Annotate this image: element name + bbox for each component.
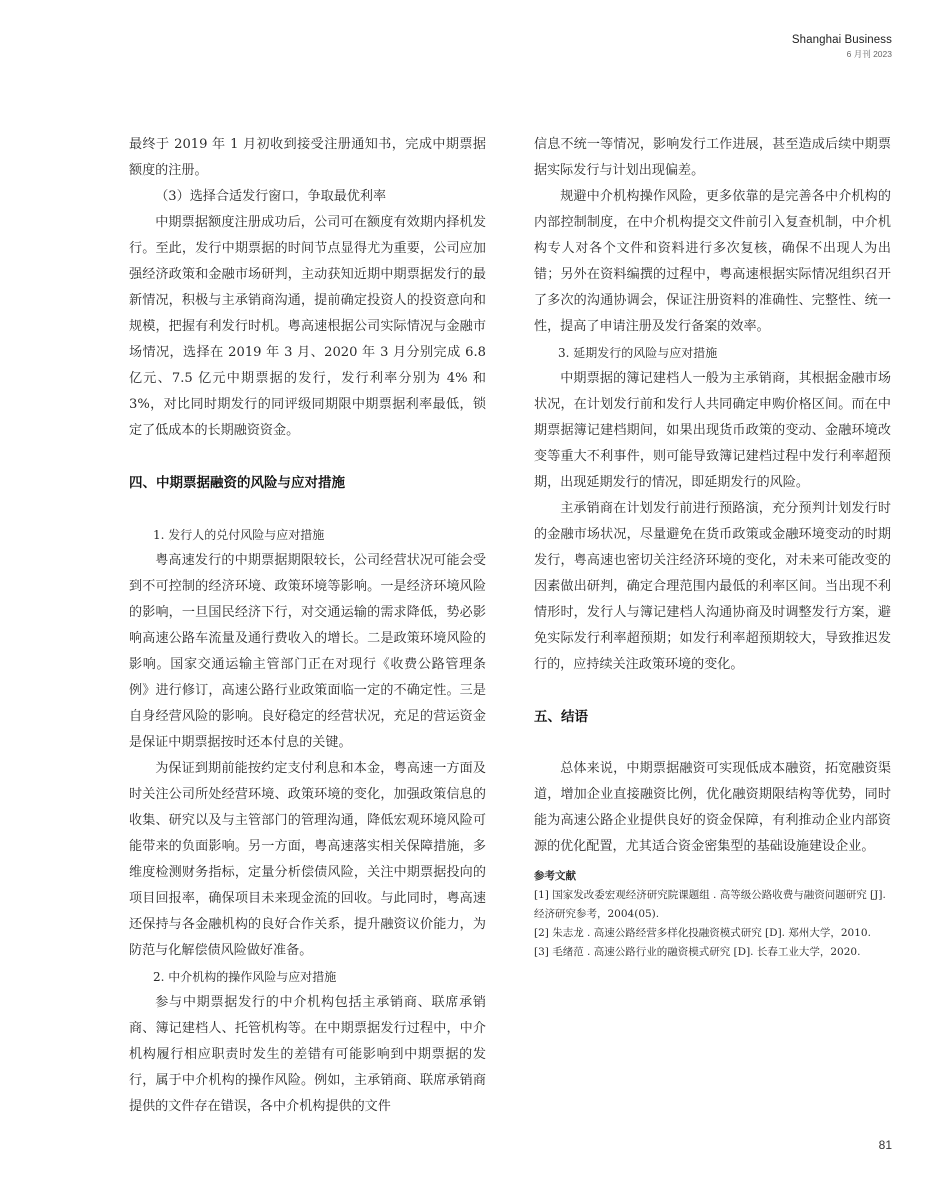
- page-header: [792, 34, 892, 60]
- subheading: 3. 延期发行的风险与应对措施: [558, 346, 718, 360]
- paragraph: 中期票据额度注册成功后，公司可在额度有效期内择机发行。至此，发行中期票据的时间节点显得尤为重要，公司应加强经济政策和金融市场研判，主动获知近期中期票据发行的最新情况，积极与主承销商沟通，提前确定投资人的投资意向和规模，把握有利发行时机。粤高速根据公司实际情况与金融市场情况，选择在 2019 年 3 月、2020 年 3 月分别完成 6.8 亿元、7.5 亿元中期票据的发行，发行利率分别为 4% 和 3%，对比同时期发行的同评级同期限中期票据利率最低，锁定了低成本的长期融资资金。: [129, 215, 486, 438]
- left-column: [129, 132, 486, 1120]
- journal-issue: 6 月刊 2023: [846, 49, 892, 59]
- reference-item: [1] 国家发改委宏观经济研究院课题组 . 高等级公路收费与融资问题研究 [J]. 经济研究参考，2004(05).: [534, 889, 886, 920]
- paragraph: 最终于 2019 年 1 月初收到接受注册通知书，完成中期票据额度的注册。: [129, 137, 486, 178]
- paragraph: 总体来说，中期票据融资可实现低成本融资，拓宽融资渠道，增加企业直接融资比例，优化融资期限结构等优势，同时能为高速公路企业提供良好的资金保障，有利推动企业内部资源的优化配置，尤其适合资金密集型的基础设施建设企业。: [534, 761, 891, 854]
- page-number: 81: [878, 1138, 892, 1152]
- section-heading: 四、中期票据融资的风险与应对措施: [129, 475, 345, 491]
- reference-item: [2] 朱志龙 . 高速公路经营多样化投融资模式研究 [D]. 郑州大学，2010.: [534, 927, 871, 939]
- subheading: （3）选择合适发行窗口，争取最优利率: [155, 189, 387, 204]
- paragraph: 主承销商在计划发行前进行预路演，充分预判计划发行时的金融市场状况，尽量避免在货币政策或金融环境变动的时期发行，粤高速也密切关注经济环境的变化，对未来可能改变的因素做出研判，确定合理范围内最低的利率区间。当出现不利情形时，发行人与簿记建档人沟通协商及时调整发行方案，避免实际发行利率超预期；如发行利率超预期较大，导致推迟发行的，应持续关注政策环境的变化。: [534, 501, 891, 672]
- references-title: 参考文献: [534, 870, 576, 882]
- section-heading: 五、结语: [534, 709, 588, 725]
- paragraph: 中期票据的簿记建档人一般为主承销商，其根据金融市场状况，在计划发行前和发行人共同确定申购价格区间。而在中期票据簿记建档期间，如果出现货币政策的变动、金融环境改变等重大不利事件，则可能导致簿记建档过程中发行利率超预期，出现延期发行的情况，即延期发行的风险。: [534, 371, 891, 490]
- paragraph: 信息不统一等情况，影响发行工作进展，甚至造成后续中期票据实际发行与计划出现偏差。: [534, 137, 891, 178]
- subheading: 1. 发行人的兑付风险与应对措施: [153, 528, 325, 542]
- subheading: 2. 中介机构的操作风险与应对措施: [153, 970, 337, 984]
- paragraph: 参与中期票据发行的中介机构包括主承销商、联席承销商、簿记建档人、托管机构等。在中期票据发行过程中，中介机构履行相应职责时发生的差错有可能影响到中期票据的发行，属于中介机构的操作风险。例如，主承销商、联席承销商提供的文件存在错误，各中介机构提供的文件: [129, 995, 486, 1114]
- journal-name: Shanghai Business: [791, 34, 892, 46]
- reference-item: [3] 毛绪范 . 高速公路行业的融资模式研究 [D]. 长春工业大学，2020.: [534, 946, 861, 958]
- right-column: [534, 132, 891, 962]
- paragraph: 粤高速发行的中期票据期限较长，公司经营状况可能会受到不可控制的经济环境、政策环境等影响。一是经济环境风险的影响，一旦国民经济下行，对交通运输的需求降低，势必影响高速公路车流量及通行费收入的增长。二是政策环境风险的影响。国家交通运输主管部门正在对现行《收费公路管理条例》进行修订，高速公路行业政策面临一定的不确定性。三是自身经营风险的影响。良好稳定的经营状况，充足的营运资金是保证中期票据按时还本付息的关键。: [129, 553, 486, 750]
- paragraph: 规避中介机构操作风险，更多依靠的是完善各中介机构的内部控制制度，在中介机构提交文件前引入复查机制，中介机构专人对各个文件和资料进行多次复核，确保不出现人为出错；另外在资料编撰的过程中，粤高速根据实际情况组织召开了多次的沟通协调会，保证注册资料的准确性、完整性、统一性，提高了申请注册及发行备案的效率。: [534, 189, 891, 334]
- paragraph: 为保证到期前能按约定支付利息和本金，粤高速一方面及时关注公司所处经营环境、政策环境的变化，加强政策信息的收集、研究以及与主管部门的管理沟通，降低宏观环境风险可能带来的负面影响。另一方面，粤高速落实相关保障措施，多维度检测财务指标，定量分析偿债风险，关注中期票据投向的项目回报率，确保项目未来现金流的回收。与此同时，粤高速还保持与各金融机构的良好合作关系，提升融资议价能力，为防范与化解偿债风险做好准备。: [129, 761, 486, 958]
